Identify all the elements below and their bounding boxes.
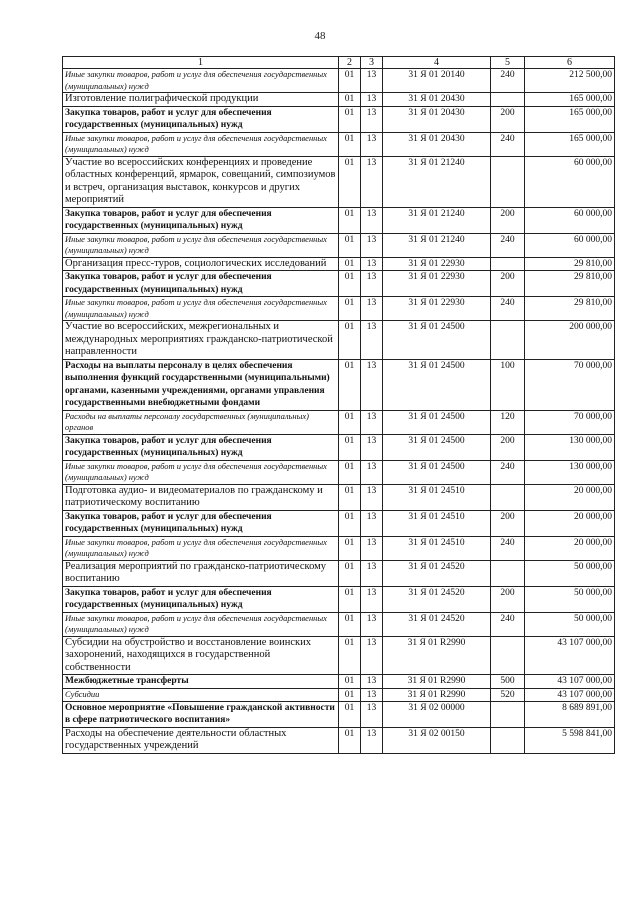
row-target-article-cell: 31 Я 01 22930 (383, 271, 491, 297)
row-name-cell: Иные закупки товаров, работ и услуг для обеспечения государственных (муниципальных) нужд (63, 69, 339, 93)
row-amount-cell: 165 000,00 (525, 132, 615, 156)
row-amount-cell: 70 000,00 (525, 410, 615, 434)
row-name-cell: Иные закупки товаров, работ и услуг для обеспечения государственных (муниципальных) нужд (63, 233, 339, 257)
table-row (63, 106, 615, 132)
row-amount-cell: 43 107 000,00 (525, 675, 615, 689)
row-amount-cell: 29 810,00 (525, 271, 615, 297)
row-amount-cell: 60 000,00 (525, 156, 615, 207)
row-target-article-cell: 31 Я 01 24510 (383, 484, 491, 510)
row-expense-type-cell: 240 (491, 132, 525, 156)
row-subsection-cell: 13 (361, 156, 383, 207)
row-subsection-cell: 13 (361, 636, 383, 675)
row-target-article-cell: 31 Я 01 24500 (383, 410, 491, 434)
row-name-cell: Субсидии на обустройство и восстановление воинских захоронений, находящихся в государственной собственности (63, 636, 339, 675)
row-name-cell: Иные закупки товаров, работ и услуг для обеспечения государственных (муниципальных) нужд (63, 132, 339, 156)
header-col-2: 2 (339, 57, 361, 69)
row-section-cell: 01 (339, 536, 361, 560)
row-section-cell: 01 (339, 410, 361, 434)
table-row (63, 271, 615, 297)
row-amount-cell: 70 000,00 (525, 359, 615, 410)
table-body (63, 69, 615, 754)
row-subsection-cell: 13 (361, 727, 383, 753)
row-target-article-cell: 31 Я 01 22930 (383, 297, 491, 321)
row-subsection-cell: 13 (361, 69, 383, 93)
table-row (63, 233, 615, 257)
row-target-article-cell: 31 Я 01 24500 (383, 434, 491, 460)
page-number: 48 (314, 30, 326, 42)
table-row (63, 93, 615, 107)
table-header-row (63, 57, 615, 69)
row-name-cell: Организация пресс-туров, социологических исследований (63, 257, 339, 271)
table-row (63, 612, 615, 636)
row-name-cell: Закупка товаров, работ и услуг для обеспечения государственных (муниципальных) нужд (63, 510, 339, 536)
row-expense-type-cell: 520 (491, 688, 525, 701)
row-subsection-cell: 13 (361, 510, 383, 536)
row-name-cell: Межбюджетные трансферты (63, 675, 339, 689)
row-expense-type-cell (491, 636, 525, 675)
row-name-cell: Изготовление полиграфической продукции (63, 93, 339, 107)
row-expense-type-cell: 200 (491, 207, 525, 233)
row-expense-type-cell: 100 (491, 359, 525, 410)
row-amount-cell: 60 000,00 (525, 233, 615, 257)
row-amount-cell: 20 000,00 (525, 484, 615, 510)
header-col-3: 3 (361, 57, 383, 69)
row-expense-type-cell: 240 (491, 297, 525, 321)
row-expense-type-cell (491, 321, 525, 360)
row-target-article-cell: 31 Я 01 20430 (383, 106, 491, 132)
table-row (63, 675, 615, 689)
row-target-article-cell: 31 Я 01 24500 (383, 321, 491, 360)
row-expense-type-cell: 200 (491, 106, 525, 132)
row-amount-cell: 29 810,00 (525, 297, 615, 321)
row-section-cell: 01 (339, 297, 361, 321)
row-subsection-cell: 13 (361, 93, 383, 107)
row-section-cell: 01 (339, 688, 361, 701)
row-expense-type-cell: 200 (491, 510, 525, 536)
row-target-article-cell: 31 Я 01 20430 (383, 93, 491, 107)
row-section-cell: 01 (339, 727, 361, 753)
table-row (63, 510, 615, 536)
table-row (63, 156, 615, 207)
table-row (63, 727, 615, 753)
row-section-cell: 01 (339, 675, 361, 689)
row-amount-cell: 60 000,00 (525, 207, 615, 233)
row-subsection-cell: 13 (361, 233, 383, 257)
table-row (63, 297, 615, 321)
table-row (63, 688, 615, 701)
row-amount-cell: 5 598 841,00 (525, 727, 615, 753)
table-row (63, 207, 615, 233)
row-section-cell: 01 (339, 560, 361, 586)
row-subsection-cell: 13 (361, 410, 383, 434)
row-subsection-cell: 13 (361, 207, 383, 233)
row-name-cell: Подготовка аудио- и видеоматериалов по гражданскому и патриотическому воспитанию (63, 484, 339, 510)
row-name-cell: Иные закупки товаров, работ и услуг для обеспечения государственных (муниципальных) нужд (63, 612, 339, 636)
row-subsection-cell: 13 (361, 675, 383, 689)
table-row (63, 359, 615, 410)
header-col-6: 6 (525, 57, 615, 69)
row-subsection-cell: 13 (361, 434, 383, 460)
table-row (63, 586, 615, 612)
header-col-1: 1 (63, 57, 339, 69)
row-expense-type-cell (491, 560, 525, 586)
row-amount-cell: 165 000,00 (525, 106, 615, 132)
row-subsection-cell: 13 (361, 297, 383, 321)
table-row (63, 132, 615, 156)
row-section-cell: 01 (339, 233, 361, 257)
row-target-article-cell: 31 Я 01 20140 (383, 69, 491, 93)
row-target-article-cell: 31 Я 01 21240 (383, 207, 491, 233)
row-amount-cell: 212 500,00 (525, 69, 615, 93)
row-amount-cell: 50 000,00 (525, 560, 615, 586)
row-subsection-cell: 13 (361, 586, 383, 612)
row-name-cell: Основное мероприятие «Повышение гражданской активности в сфере патриотического воспитания» (63, 701, 339, 727)
table-row (63, 460, 615, 484)
row-expense-type-cell: 240 (491, 536, 525, 560)
row-subsection-cell: 13 (361, 560, 383, 586)
row-subsection-cell: 13 (361, 257, 383, 271)
row-target-article-cell: 31 Я 01 R2990 (383, 688, 491, 701)
row-subsection-cell: 13 (361, 359, 383, 410)
row-amount-cell: 130 000,00 (525, 460, 615, 484)
row-section-cell: 01 (339, 586, 361, 612)
row-name-cell: Закупка товаров, работ и услуг для обеспечения государственных (муниципальных) нужд (63, 207, 339, 233)
row-name-cell: Иные закупки товаров, работ и услуг для обеспечения государственных (муниципальных) нужд (63, 460, 339, 484)
header-col-4: 4 (383, 57, 491, 69)
row-expense-type-cell (491, 484, 525, 510)
row-expense-type-cell: 500 (491, 675, 525, 689)
table-row (63, 484, 615, 510)
row-expense-type-cell: 200 (491, 434, 525, 460)
row-target-article-cell: 31 Я 01 24500 (383, 460, 491, 484)
row-section-cell: 01 (339, 359, 361, 410)
row-amount-cell: 165 000,00 (525, 93, 615, 107)
row-amount-cell: 130 000,00 (525, 434, 615, 460)
row-expense-type-cell (491, 727, 525, 753)
row-amount-cell: 43 107 000,00 (525, 636, 615, 675)
row-subsection-cell: 13 (361, 612, 383, 636)
row-expense-type-cell (491, 257, 525, 271)
row-section-cell: 01 (339, 612, 361, 636)
row-name-cell: Расходы на обеспечение деятельности областных государственных учреждений (63, 727, 339, 753)
row-section-cell: 01 (339, 321, 361, 360)
row-subsection-cell: 13 (361, 460, 383, 484)
row-name-cell: Закупка товаров, работ и услуг для обеспечения государственных (муниципальных) нужд (63, 271, 339, 297)
row-subsection-cell: 13 (361, 132, 383, 156)
budget-table (62, 56, 615, 754)
row-amount-cell: 20 000,00 (525, 510, 615, 536)
row-subsection-cell: 13 (361, 106, 383, 132)
row-section-cell: 01 (339, 207, 361, 233)
row-target-article-cell: 31 Я 01 22930 (383, 257, 491, 271)
row-section-cell: 01 (339, 106, 361, 132)
table-row (63, 560, 615, 586)
row-amount-cell: 8 689 891,00 (525, 701, 615, 727)
row-section-cell: 01 (339, 510, 361, 536)
table-row (63, 321, 615, 360)
row-subsection-cell: 13 (361, 688, 383, 701)
row-name-cell: Иные закупки товаров, работ и услуг для обеспечения государственных (муниципальных) нужд (63, 536, 339, 560)
row-expense-type-cell (491, 93, 525, 107)
row-name-cell: Субсидии (63, 688, 339, 701)
table-row (63, 257, 615, 271)
row-section-cell: 01 (339, 257, 361, 271)
row-target-article-cell: 31 Я 02 00000 (383, 701, 491, 727)
row-name-cell: Иные закупки товаров, работ и услуг для обеспечения государственных (муниципальных) нужд (63, 297, 339, 321)
row-section-cell: 01 (339, 132, 361, 156)
row-target-article-cell: 31 Я 01 R2990 (383, 675, 491, 689)
row-section-cell: 01 (339, 636, 361, 675)
row-expense-type-cell (491, 156, 525, 207)
row-expense-type-cell (491, 701, 525, 727)
row-amount-cell: 50 000,00 (525, 612, 615, 636)
row-target-article-cell: 31 Я 01 21240 (383, 156, 491, 207)
row-section-cell: 01 (339, 701, 361, 727)
row-section-cell: 01 (339, 484, 361, 510)
row-target-article-cell: 31 Я 01 21240 (383, 233, 491, 257)
row-target-article-cell: 31 Я 01 20430 (383, 132, 491, 156)
row-name-cell: Закупка товаров, работ и услуг для обеспечения государственных (муниципальных) нужд (63, 106, 339, 132)
row-expense-type-cell: 240 (491, 233, 525, 257)
row-section-cell: 01 (339, 460, 361, 484)
row-target-article-cell: 31 Я 01 24520 (383, 586, 491, 612)
header-col-5: 5 (491, 57, 525, 69)
row-amount-cell: 20 000,00 (525, 536, 615, 560)
table-row (63, 701, 615, 727)
row-target-article-cell: 31 Я 01 24520 (383, 560, 491, 586)
row-target-article-cell: 31 Я 01 24520 (383, 612, 491, 636)
row-name-cell: Закупка товаров, работ и услуг для обеспечения государственных (муниципальных) нужд (63, 434, 339, 460)
row-target-article-cell: 31 Я 01 24510 (383, 510, 491, 536)
row-expense-type-cell: 240 (491, 69, 525, 93)
table-row (63, 636, 615, 675)
row-section-cell: 01 (339, 93, 361, 107)
row-amount-cell: 200 000,00 (525, 321, 615, 360)
table-row (63, 410, 615, 434)
table-row (63, 69, 615, 93)
table-row (63, 536, 615, 560)
row-subsection-cell: 13 (361, 701, 383, 727)
row-subsection-cell: 13 (361, 321, 383, 360)
row-section-cell: 01 (339, 69, 361, 93)
row-target-article-cell: 31 Я 02 00150 (383, 727, 491, 753)
row-expense-type-cell: 120 (491, 410, 525, 434)
row-target-article-cell: 31 Я 01 24510 (383, 536, 491, 560)
row-amount-cell: 29 810,00 (525, 257, 615, 271)
row-name-cell: Закупка товаров, работ и услуг для обеспечения государственных (муниципальных) нужд (63, 586, 339, 612)
row-section-cell: 01 (339, 271, 361, 297)
row-expense-type-cell: 200 (491, 586, 525, 612)
row-subsection-cell: 13 (361, 271, 383, 297)
row-name-cell: Участие во всероссийских конференциях и проведение областных конференций, ярмарок, совещаний, симпозиумов и встреч, организация выставок, конкурсов и других мероприятий (63, 156, 339, 207)
row-section-cell: 01 (339, 156, 361, 207)
row-name-cell: Реализация мероприятий по гражданско-патриотическому воспитанию (63, 560, 339, 586)
row-subsection-cell: 13 (361, 536, 383, 560)
row-expense-type-cell: 240 (491, 612, 525, 636)
row-section-cell: 01 (339, 434, 361, 460)
row-amount-cell: 43 107 000,00 (525, 688, 615, 701)
row-name-cell: Расходы на выплаты персоналу государственных (муниципальных) органов (63, 410, 339, 434)
row-expense-type-cell: 200 (491, 271, 525, 297)
row-target-article-cell: 31 Я 01 R2990 (383, 636, 491, 675)
row-amount-cell: 50 000,00 (525, 586, 615, 612)
row-name-cell: Расходы на выплаты персоналу в целях обеспечения выполнения функций государственными (муниципальными) органами, казенными учреждениями, органами управления государственными внебюджетными фондами (63, 359, 339, 410)
row-target-article-cell: 31 Я 01 24500 (383, 359, 491, 410)
row-subsection-cell: 13 (361, 484, 383, 510)
table-row (63, 434, 615, 460)
row-name-cell: Участие во всероссийских, межрегиональных и международных мероприятиях гражданско-патриотической направленности (63, 321, 339, 360)
row-expense-type-cell: 240 (491, 460, 525, 484)
